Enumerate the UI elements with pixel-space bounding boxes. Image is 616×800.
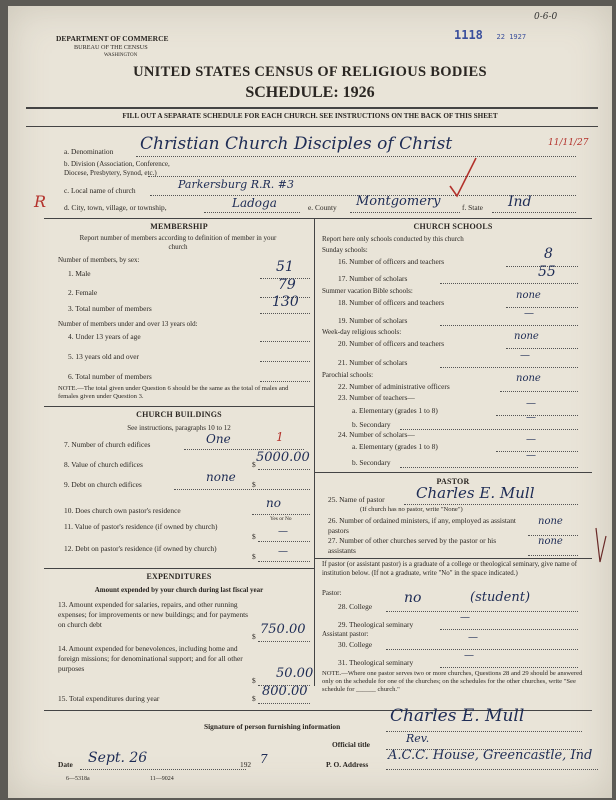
- county-label: e. County: [308, 203, 337, 212]
- q5-line: [260, 361, 310, 362]
- q14-value[interactable]: 50.00: [276, 666, 314, 681]
- q13-value[interactable]: 750.00: [260, 622, 306, 637]
- q20-value[interactable]: none: [514, 331, 539, 342]
- q8-label: 8. Value of church edifices: [64, 460, 143, 469]
- po-address-line: [386, 769, 598, 770]
- q6-line: [260, 381, 310, 382]
- q28-value[interactable]: no: [404, 590, 422, 606]
- instructions-rule: [26, 126, 598, 127]
- received-stamp: [454, 24, 526, 43]
- date-value[interactable]: Sept. 26: [88, 750, 148, 766]
- city-line: [204, 212, 300, 213]
- q30-line: [386, 649, 578, 650]
- form-title: UNITED STATES CENSUS OF RELIGIOUS BODIES: [133, 64, 487, 80]
- po-address-value[interactable]: A.C.C. House, Greencastle, Ind: [388, 748, 593, 763]
- q31-label: 31. Theological seminary: [338, 658, 414, 667]
- county-line: [350, 212, 460, 213]
- schools-parochial: Parochial schools:: [322, 371, 374, 379]
- q9-line: [174, 489, 310, 490]
- pastor-sub-label: Pastor:: [322, 589, 342, 597]
- q26-label: 26. Number of ordained ministers, if any, employed as assistant pastors: [328, 516, 516, 535]
- q16-value[interactable]: 8: [544, 246, 553, 262]
- q24a-line: [496, 451, 578, 452]
- q20-line: [506, 348, 578, 349]
- q31-line: [440, 667, 578, 668]
- q7-check-mark: 1: [276, 430, 284, 444]
- q7-label: 7. Number of church edifices: [64, 440, 151, 449]
- q28-label: 28. College: [338, 602, 373, 611]
- denomination-check-mark: 11/11/27: [548, 138, 589, 148]
- q8-dollar: $: [252, 460, 256, 469]
- membership-intro: Report number of members according to definition of member in your church: [79, 234, 277, 251]
- column-divider: [314, 218, 315, 686]
- q22-label: 22. Number of administrative officers: [338, 382, 450, 391]
- year-value[interactable]: 7: [260, 752, 268, 766]
- q25-line: [404, 504, 578, 505]
- year-prefix: 192: [240, 760, 252, 769]
- q27-value[interactable]: none: [538, 536, 563, 547]
- q14-label: 14. Amount expended for benevolences, including home and foreign missions; for denominational support; and for all other purposes: [58, 644, 243, 673]
- q1-label: 1. Male: [68, 269, 91, 278]
- q23-label: 23. Number of teachers—: [338, 393, 415, 402]
- local-name-value[interactable]: Parkersburg R.R. #3: [178, 178, 294, 191]
- q13-label: 13. Amount expended for salaries, repairs, and other running expenses; for improvements or new buildings; and for payments on church debt: [58, 600, 249, 629]
- header-rule: [26, 107, 598, 109]
- q11-dollar: $: [252, 532, 256, 541]
- q27-label: 27. Number of other churches served by the pastor or his assistants: [328, 536, 497, 555]
- q29-line: [440, 629, 578, 630]
- county-value[interactable]: Montgomery: [356, 194, 441, 209]
- form-code-2: 11—9024: [150, 776, 174, 782]
- q19-value[interactable]: —: [524, 308, 534, 319]
- q10-hint: Yes or No: [270, 516, 292, 522]
- q18-line: [506, 307, 578, 308]
- q22-line: [500, 391, 578, 392]
- city-value[interactable]: Ladoga: [232, 196, 277, 210]
- signature-label: Signature of person furnishing information: [204, 722, 341, 731]
- check-mark-icon: [448, 156, 478, 198]
- q30-label: 30. College: [338, 640, 373, 649]
- q23a-value[interactable]: —: [526, 398, 536, 409]
- q3-line: [260, 313, 310, 314]
- pastor-note: NOTE.—Where one pastor serves two or more churches, Questions 28 and 29 should be answered only on the schedule for one of the churches; on the schedules for the other churches, write "See schedule for ______ church.": [322, 670, 583, 693]
- q29-label: 29. Theological seminary: [338, 620, 414, 629]
- schools-sunday: Sunday schools:: [322, 246, 368, 254]
- q10-value[interactable]: no: [266, 496, 281, 510]
- q23b-line: [400, 429, 578, 430]
- denomination-value[interactable]: Christian Church Disciples of Christ: [140, 134, 453, 154]
- section-top-rule: [44, 218, 592, 219]
- q15-value[interactable]: 800.00: [262, 684, 308, 699]
- q13-dollar: $: [252, 632, 256, 641]
- margin-mark: R: [34, 192, 47, 211]
- q10-line: [252, 514, 310, 515]
- state-line: [492, 212, 576, 213]
- q11-value[interactable]: —: [278, 526, 288, 537]
- q12-line: [258, 561, 310, 562]
- signature-value[interactable]: Charles E. Mull: [390, 706, 525, 726]
- city-label: d. City, town, village, or township,: [64, 203, 167, 212]
- q17-line: [440, 283, 578, 284]
- schedule-title: SCHEDULE: 1926: [245, 84, 375, 101]
- q14-dollar: $: [252, 676, 256, 685]
- division-label: b. Division (Association, Conference, Diocese, Presbytery, Synod, etc.): [64, 160, 170, 177]
- date-line: [80, 769, 246, 770]
- q24a-label: a. Elementary (grades 1 to 8): [352, 442, 438, 451]
- q25-label: 25. Name of pastor: [328, 495, 385, 504]
- q19-label: 19. Number of scholars: [338, 316, 408, 325]
- schools-intro: Report here only schools conducted by this church: [322, 235, 464, 243]
- assistant-sub-label: Assistant pastor:: [322, 630, 369, 638]
- q21-line: [440, 367, 578, 368]
- q25-hint: (If church has no pastor, write "None"): [360, 506, 463, 513]
- q16-label: 16. Number of officers and teachers: [338, 257, 445, 266]
- q9-dollar: $: [252, 480, 256, 489]
- q29-value[interactable]: —: [460, 612, 470, 623]
- stamp-number: 1118: [454, 28, 483, 42]
- q24b-value[interactable]: —: [526, 450, 536, 461]
- q23b-value[interactable]: —: [526, 412, 536, 423]
- q5-label: 5. 13 years old and over: [68, 352, 140, 361]
- q11-line: [258, 541, 310, 542]
- schools-weekday: Week-day religious schools:: [322, 328, 402, 336]
- q15-line: [258, 703, 310, 704]
- q2-label: 2. Female: [68, 288, 98, 297]
- q8-value[interactable]: 5000.00: [256, 450, 310, 465]
- q23b-label: b. Secondary: [352, 420, 391, 429]
- q6-label: 6. Total number of members: [68, 372, 152, 381]
- expenditures-title: EXPENDITURES: [146, 572, 212, 581]
- q15-dollar: $: [252, 694, 256, 703]
- q7-value[interactable]: One: [206, 432, 231, 446]
- q11-label: 11. Value of pastor's residence (if owned by church): [64, 522, 218, 531]
- denomination-label: a. Denomination: [64, 147, 114, 156]
- q22-value[interactable]: none: [516, 373, 541, 384]
- pastor-mid-rule: [314, 558, 592, 559]
- denomination-line: [136, 156, 576, 157]
- buildings-bottom-rule: [44, 568, 314, 569]
- q12-label: 12. Debt on pastor's residence (if owned by church): [64, 544, 217, 553]
- membership-age-label: Number of members under and over 13 years old:: [58, 320, 198, 328]
- q17-value[interactable]: 55: [538, 264, 556, 280]
- q26-value[interactable]: none: [538, 516, 563, 527]
- date-label: Date: [58, 760, 73, 769]
- q12-dollar: $: [252, 552, 256, 561]
- official-title-label: Official title: [332, 740, 370, 749]
- q18-value[interactable]: none: [516, 290, 541, 301]
- q3-value[interactable]: 130: [272, 294, 299, 310]
- margin-check-icon: [594, 526, 608, 566]
- official-title-value[interactable]: Rev.: [406, 732, 430, 745]
- state-value[interactable]: Ind: [508, 194, 532, 210]
- q3-label: 3. Total number of members: [68, 304, 152, 313]
- q15-label: 15. Total expenditures during year: [58, 694, 160, 703]
- q19-line: [440, 325, 578, 326]
- q10-label: 10. Does church own pastor's residence: [64, 506, 181, 515]
- buildings-title: CHURCH BUILDINGS: [136, 410, 222, 419]
- q24b-line: [400, 467, 578, 468]
- q24-label: 24. Number of scholars—: [338, 430, 415, 439]
- q28-line: [386, 611, 578, 612]
- q30-value[interactable]: —: [468, 632, 478, 643]
- q2-value[interactable]: 79: [278, 277, 296, 293]
- membership-title: MEMBERSHIP: [150, 222, 208, 231]
- q13-line: [258, 641, 310, 642]
- stamp-date: 22 1927: [496, 33, 527, 41]
- q8-line: [258, 469, 310, 470]
- q27-line: [528, 555, 578, 556]
- membership-sex-label: Number of members, by sex:: [58, 256, 140, 264]
- q4-label: 4. Under 13 years of age: [68, 332, 141, 341]
- expenditures-intro: Amount expended by your church during last fiscal year: [94, 586, 264, 594]
- q12-value[interactable]: —: [278, 546, 288, 557]
- q21-label: 21. Number of scholars: [338, 358, 408, 367]
- schools-summer: Summer vacation Bible schools:: [322, 287, 413, 295]
- graduate-note: If pastor (or assistant pastor) is a graduate of a college or theological seminary, give name of institution below. (If not a graduate, write "No" in the space indicated.): [322, 561, 577, 577]
- q9-label: 9. Debt on church edifices: [64, 480, 142, 489]
- q18-label: 18. Number of officers and teachers: [338, 298, 445, 307]
- schools-title: CHURCH SCHOOLS: [413, 222, 493, 231]
- membership-bottom-rule: [44, 406, 314, 407]
- dept-name: DEPARTMENT OF COMMERCE: [56, 34, 169, 43]
- instructions: FILL OUT A SEPARATE SCHEDULE FOR EACH CHURCH. SEE INSTRUCTIONS ON THE BACK OF THIS SHEET: [122, 112, 498, 120]
- form-code: 6—5318a: [66, 776, 90, 782]
- q24b-label: b. Secondary: [352, 458, 391, 467]
- q17-label: 17. Number of scholars: [338, 274, 408, 283]
- stamp-code: 0-6-0: [534, 12, 558, 22]
- division-line: [148, 176, 576, 177]
- q24a-value[interactable]: —: [526, 434, 536, 445]
- buildings-see: See instructions, paragraphs 10 to 12: [127, 424, 231, 432]
- po-address-label: P. O. Address: [326, 760, 369, 769]
- local-name-label: c. Local name of church: [64, 186, 136, 195]
- q4-line: [260, 341, 310, 342]
- bureau-name: BUREAU OF THE CENSUS: [74, 44, 148, 51]
- schools-bottom-rule: [314, 472, 592, 473]
- q23a-label: a. Elementary (grades 1 to 8): [352, 406, 438, 415]
- census-form-sheet: [8, 6, 612, 798]
- q9-value[interactable]: none: [206, 470, 236, 484]
- q21-value[interactable]: —: [520, 350, 530, 361]
- q31-value[interactable]: —: [464, 650, 474, 661]
- q28-note: (student): [470, 590, 531, 605]
- q23a-line: [496, 415, 578, 416]
- city-name: WASHINGTON: [104, 53, 138, 58]
- q25-value[interactable]: Charles E. Mull: [416, 484, 535, 502]
- state-label: f. State: [462, 203, 483, 212]
- pastor-title: PASTOR: [436, 477, 470, 486]
- q20-label: 20. Number of officers and teachers: [338, 339, 445, 348]
- membership-note: NOTE.—The total given under Question 6 should be the same as the total of males and females given under Question 3.: [58, 385, 289, 400]
- q1-value[interactable]: 51: [276, 259, 294, 275]
